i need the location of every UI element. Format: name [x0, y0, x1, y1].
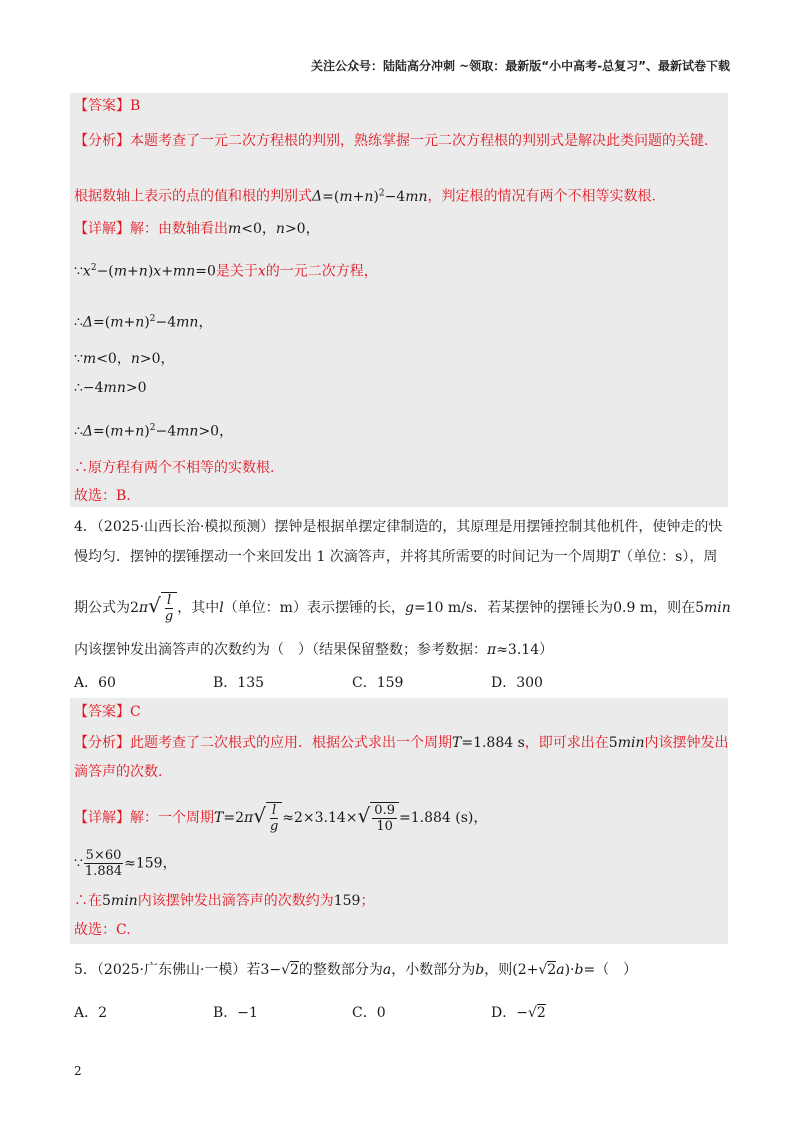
q3-step-3: ∵m<0，n>0，: [74, 351, 175, 367]
q3-analysis: 【分析】本题考查了一元二次方程根的判别，熟练掌握一元二次方程根的判别式是解决此类问题的关键.: [74, 133, 709, 149]
q4-step-2: ∴在5min内该摆钟发出滴答声的次数约为159；: [74, 893, 375, 909]
page-number: 2: [74, 1064, 82, 1078]
q3-step-2: $\therefore\Delta=(m+n)^2-4mn$，: [74, 314, 213, 331]
q4-stem-3: 期公式为2π√ $\frac{l}{g}$ ，其中l（单位：m）表示摆锤的长，g=10 m/s．若某摆钟的摆锤长为0.9 m，则在5min: [74, 593, 731, 624]
q3-step-4: ∴−4mn>0: [74, 380, 147, 396]
q3-conclusion: ∴原方程有两个不相等的实数根.: [74, 460, 275, 476]
q5-option-a: A．2: [74, 1005, 108, 1021]
q4-stem-2: 慢均匀．摆钟的摆锤摆动一个来回发出 1 次滴答声，并将其所需要的时间记为一个周期T（单位：s），周: [74, 549, 718, 565]
q4-step-1: ∵ $\frac{5\times 60}{1.884}$ ≈159，: [74, 848, 177, 879]
q4-choose: 故选：C.: [74, 922, 131, 938]
q4-stem-4: 内该摆钟发出滴答声的次数约为（ ）（结果保留整数；参考数据：π≈3.14）: [74, 642, 554, 658]
q5-option-c: C．0: [352, 1005, 386, 1021]
q3-step-1: $\because x^2-(m+n)x+mn=0$是关于x的一元二次方程，: [74, 263, 378, 280]
q3-solution-block: [70, 93, 728, 507]
q4-analysis: 【分析】此题考查了二次根式的应用．根据公式求出一个周期T=1.884 s，即可求出在5min内该摆钟发出: [74, 735, 729, 751]
q5-option-d: D．−√2: [491, 1005, 546, 1021]
q3-detail: 【详解】解：由数轴看出m<0，n>0，: [74, 221, 320, 237]
q3-answer: 【答案】B: [74, 98, 141, 114]
q5-stem: 5．（2025·广东佛山·一模）若3−√2的整数部分为a，小数部分为b，则(2+√2a)·b=（ ）: [74, 962, 638, 978]
q4-analysis-2: 滴答声的次数.: [74, 764, 163, 780]
q4-option-c: C．159: [352, 675, 404, 691]
q4-answer: 【答案】C: [74, 704, 141, 720]
q4-option-d: D．300: [491, 675, 543, 691]
q3-choose: 故选：B.: [74, 488, 131, 504]
q4-option-b: B．135: [213, 675, 265, 691]
q3-step-5: $\therefore\Delta=(m+n)^2-4mn>0$，: [74, 423, 234, 440]
page-header: 关注公众号：陆陆高分冲刺 ~领取：最新版“小中高考-总复习”、最新试卷下载: [311, 59, 730, 73]
q4-stem-1: 4．（2025·山西长治·模拟预测）摆钟是根据单摆定律制造的，其原理是用摆锤控制其他机件，使钟走的快: [74, 519, 723, 535]
q4-option-a: A．60: [74, 675, 116, 691]
q4-detail: 【详解】解：一个周期T=2π√ $\frac{l}{g}$ ≈2×3.14×√ $\frac{0.9}{10}$ =1.884 (s)，: [74, 803, 488, 834]
q3-analysis-2: 根据数轴上表示的点的值和根的判别式$\Delta=(m+n)^2-4mn$，判定根的情况有两个不相等实数根.: [74, 188, 656, 205]
q5-option-b: B．−1: [213, 1005, 258, 1021]
